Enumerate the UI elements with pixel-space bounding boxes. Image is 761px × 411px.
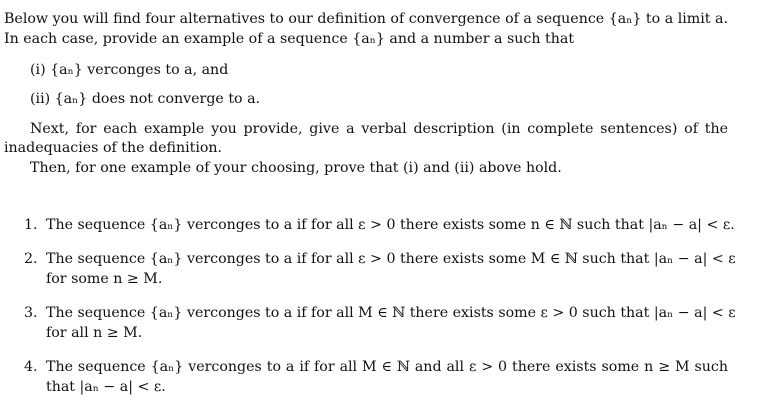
item-number: 1. (24, 217, 38, 233)
item-number: 2. (24, 251, 38, 267)
item-number: 3. (24, 305, 38, 321)
item-line-1: The sequence {aₙ} verconges to a if for all ε > 0 there exists some n ∈ ℕ such that |aₙ − a| < ε. (46, 217, 735, 233)
intro-line-1: Below you will find four alternatives to our definition of convergence of a sequence {aₙ} to a limit a. (4, 11, 728, 27)
condition-i: (i) {aₙ} verconges to a, and (30, 62, 229, 78)
item-line-1: The sequence {aₙ} verconges to a if for all M ∈ ℕ there exists some ε > 0 such that |aₙ − a| < ε (46, 305, 736, 321)
condition-ii: (ii) {aₙ} does not converge to a. (30, 91, 261, 107)
next-line-3: Then, for one example of your choosing, prove that (i) and (ii) above hold. (30, 160, 562, 176)
item-line-2: for all n ≥ M. (46, 325, 143, 341)
item-line-1: The sequence {aₙ} verconges to a if for all M ∈ ℕ and all ε > 0 there exists some n ≥ M such (46, 359, 728, 375)
item-number: 4. (24, 359, 38, 375)
intro-line-2: In each case, provide an example of a sequence {aₙ} and a number a such that (4, 31, 575, 47)
item-line-1: The sequence {aₙ} verconges to a if for all ε > 0 there exists some M ∈ ℕ such that |aₙ − a| < ε (46, 251, 736, 267)
next-line-2: inadequacies of the definition. (4, 140, 223, 156)
item-line-2: that |aₙ − a| < ε. (46, 379, 166, 395)
next-line-1: Next, for each example you provide, give a verbal description (in complete sentences) of the (30, 121, 728, 137)
item-line-2: for some n ≥ M. (46, 271, 163, 287)
